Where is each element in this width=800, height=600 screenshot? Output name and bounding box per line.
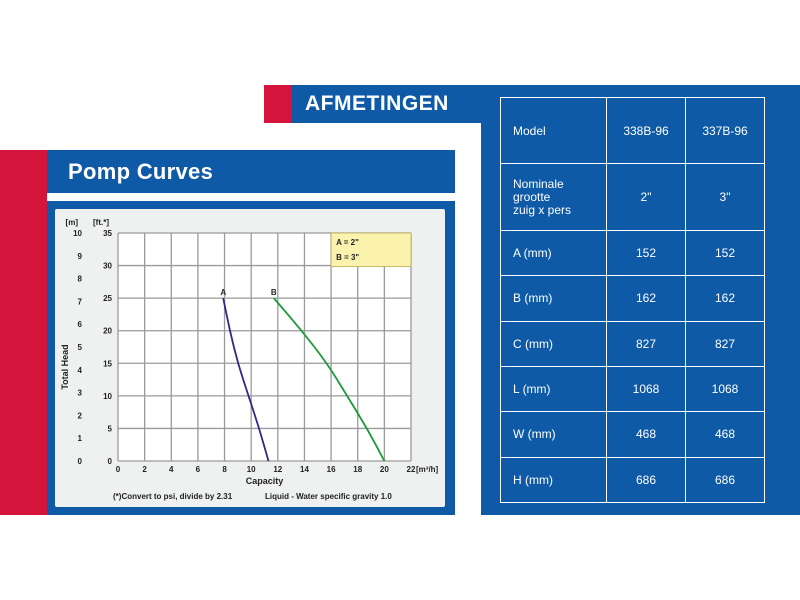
x-tick-label: 2 [142, 465, 147, 474]
x-tick-label: 18 [353, 465, 363, 474]
row-label: A (mm) [501, 230, 607, 275]
table-row [501, 366, 765, 411]
pump-curve-chart [55, 209, 445, 507]
row-label: H (mm) [501, 457, 607, 502]
row-value: 3" [686, 164, 765, 230]
y-tick-label-m: 2 [77, 411, 82, 421]
row-value: 686 [686, 457, 765, 502]
y-axis-title: Total Head [60, 344, 70, 390]
footnote-psi: (*)Convert to psi, divide by 2.31 [113, 492, 233, 501]
table-row [501, 457, 765, 502]
y-tick-label-ft: 5 [107, 424, 112, 434]
table-row [501, 164, 765, 230]
pump-curves-title: Pomp Curves [68, 159, 214, 184]
afmetingen-red-accent [264, 85, 292, 123]
x-unit-label: [m³/h] [416, 465, 439, 474]
row-value: 827 [686, 321, 765, 366]
x-tick-label: 0 [115, 465, 121, 474]
y-tick-label-m: 8 [77, 274, 82, 284]
series-label-b: B [270, 288, 277, 298]
y-tick-label-ft: 15 [103, 359, 112, 369]
x-tick-label: 8 [222, 465, 227, 474]
y-tick-label-m: 7 [77, 297, 82, 307]
x-tick-label: 16 [326, 465, 336, 474]
header-cell-model: Model [501, 98, 607, 164]
series-label-a: A [220, 288, 227, 298]
x-tick-label: 14 [300, 465, 309, 474]
legend-entry-a: A = 2" [336, 238, 359, 247]
row-value: 827 [607, 321, 686, 366]
table-row [501, 276, 765, 321]
x-tick-label: 12 [273, 465, 283, 474]
y-tick-label-m: 6 [77, 320, 82, 330]
pump-curves-title-divider [47, 193, 455, 201]
y-tick-label-m: 10 [73, 229, 82, 238]
x-axis-title: Capacity [245, 476, 284, 486]
dimensions-table [500, 97, 765, 503]
footnote-liquid: Liquid - Water specific gravity 1.0 [265, 492, 392, 501]
row-value: 2" [607, 164, 686, 230]
y-tick-label-ft: 25 [103, 294, 112, 304]
row-label: L (mm) [501, 366, 607, 411]
y-tick-label-m: 4 [77, 365, 82, 375]
row-label: W (mm) [501, 412, 607, 457]
table-row [501, 412, 765, 457]
row-value: 468 [607, 412, 686, 457]
table-header-row [501, 98, 765, 164]
table-row [501, 230, 765, 275]
x-tick-label: 20 [379, 465, 389, 474]
row-value: 686 [607, 457, 686, 502]
row-label: Nominale grootte zuig x pers [501, 164, 607, 230]
row-value: 468 [686, 412, 765, 457]
row-label: C (mm) [501, 321, 607, 366]
x-tick-label: 10 [246, 465, 256, 474]
x-tick-label: 4 [169, 465, 174, 474]
row-value: 1068 [686, 366, 765, 411]
y-tick-label-m: 0 [77, 457, 82, 466]
row-value: 1068 [607, 366, 686, 411]
y-unit-m-label: [m] [65, 218, 78, 227]
y-tick-label-ft: 10 [103, 391, 112, 401]
row-value: 152 [607, 230, 686, 275]
afmetingen-title: AFMETINGEN [305, 92, 449, 115]
y-tick-label-ft: 20 [103, 326, 112, 336]
row-value: 162 [686, 276, 765, 321]
pump-curves-red-accent [0, 150, 47, 515]
row-value: 162 [607, 276, 686, 321]
y-tick-label-ft: 35 [103, 229, 112, 238]
y-tick-label-m: 1 [77, 434, 82, 444]
legend-entry-b: B = 3" [336, 253, 360, 262]
y-unit-ft-label: [ft.*] [93, 218, 109, 227]
x-tick-label: 22 [406, 465, 416, 474]
table-row [501, 321, 765, 366]
y-tick-label-m: 5 [77, 343, 82, 352]
pump-curve-chart-svg [55, 209, 445, 507]
y-tick-label-ft: 0 [107, 457, 112, 466]
y-tick-label-m: 3 [77, 388, 82, 398]
header-cell-337b-96: 337B-96 [686, 98, 765, 164]
header-cell-338b-96: 338B-96 [607, 98, 686, 164]
x-tick-label: 6 [195, 465, 201, 474]
row-value: 152 [686, 230, 765, 275]
plot-area [118, 233, 411, 461]
y-tick-label-m: 9 [77, 251, 82, 261]
row-label: B (mm) [501, 276, 607, 321]
y-tick-label-ft: 30 [103, 261, 112, 271]
